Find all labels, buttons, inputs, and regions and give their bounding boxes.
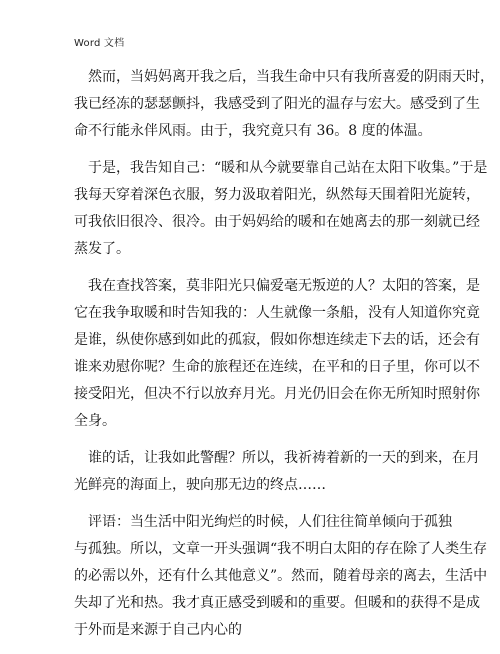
- paragraph-commentary: [74, 509, 488, 644]
- text-line: 命不行能永伴风雨。由于，我究竟只有 36。8 度的体温。: [74, 123, 432, 139]
- paragraph-4: [74, 445, 480, 499]
- text-line: 接受阳光，但决不行以放弃月光。月光仍旧会在你无所知时照射你: [74, 386, 480, 402]
- text-line: 蒸发了。: [74, 241, 130, 257]
- text-line: 评语：当生活中阳光绚烂的时候，人们往往简单倾向于孤独: [88, 514, 452, 530]
- text-line: 全身。: [74, 413, 116, 429]
- text-line: 于是，我告知自己：“暖和从今就要靠自己站在太阳下收集。”于是: [88, 160, 488, 176]
- text-line: 我在查找答案，莫非阳光只偏爱毫无叛逆的人？太阳的答案，是: [88, 278, 480, 294]
- document-header: Word 文档: [74, 38, 125, 49]
- text-line: 我已经冻的瑟瑟颤抖，我感受到了阳光的温存与宏大。感受到了生: [74, 96, 480, 112]
- text-line: 谁的话，让我如此警醒？所以，我祈祷着新的一天的到来，在月: [88, 450, 480, 466]
- text-line: 我每天穿着深色衣服，努力汲取着阳光，纵然每天围着阳光旋转，: [74, 187, 480, 203]
- text-line: 它在我争取暖和时告知我的：人生就像一条船，没有人知道你究竟: [74, 305, 480, 321]
- paragraph-1: [74, 64, 494, 145]
- text-line: 然而，当妈妈离开我之后，当我生命中只有我所喜爱的阴雨天时，: [88, 69, 494, 85]
- text-line: 可我依旧很冷、很冷。由于妈妈给的暖和在她离去的那一刻就已经: [74, 214, 480, 230]
- text-line: 于外而是来源于自己内心的: [74, 622, 242, 638]
- paragraph-3: [74, 273, 480, 435]
- text-line: 的必需以外，还有什么其他意义”。然而，随着母亲的离去，生活中: [74, 568, 488, 584]
- text-line: 谁来劝慰你呢？生命的旅程还在连续，在平和的日子里，你可以不: [74, 359, 480, 375]
- text-line: 光鲜亮的海面上，驶向那无边的终点……: [74, 477, 326, 493]
- paragraph-2: [74, 155, 488, 263]
- text-line: 与孤独。所以，文章一开头强调“我不明白太阳的存在除了人类生存: [74, 541, 488, 557]
- text-line: 失却了光和热。我才真正感受到暖和的重要。但暖和的获得不是成: [74, 595, 480, 611]
- text-line: 是谁，纵使你感到如此的孤寂，假如你想连续走下去的话，还会有: [74, 332, 480, 348]
